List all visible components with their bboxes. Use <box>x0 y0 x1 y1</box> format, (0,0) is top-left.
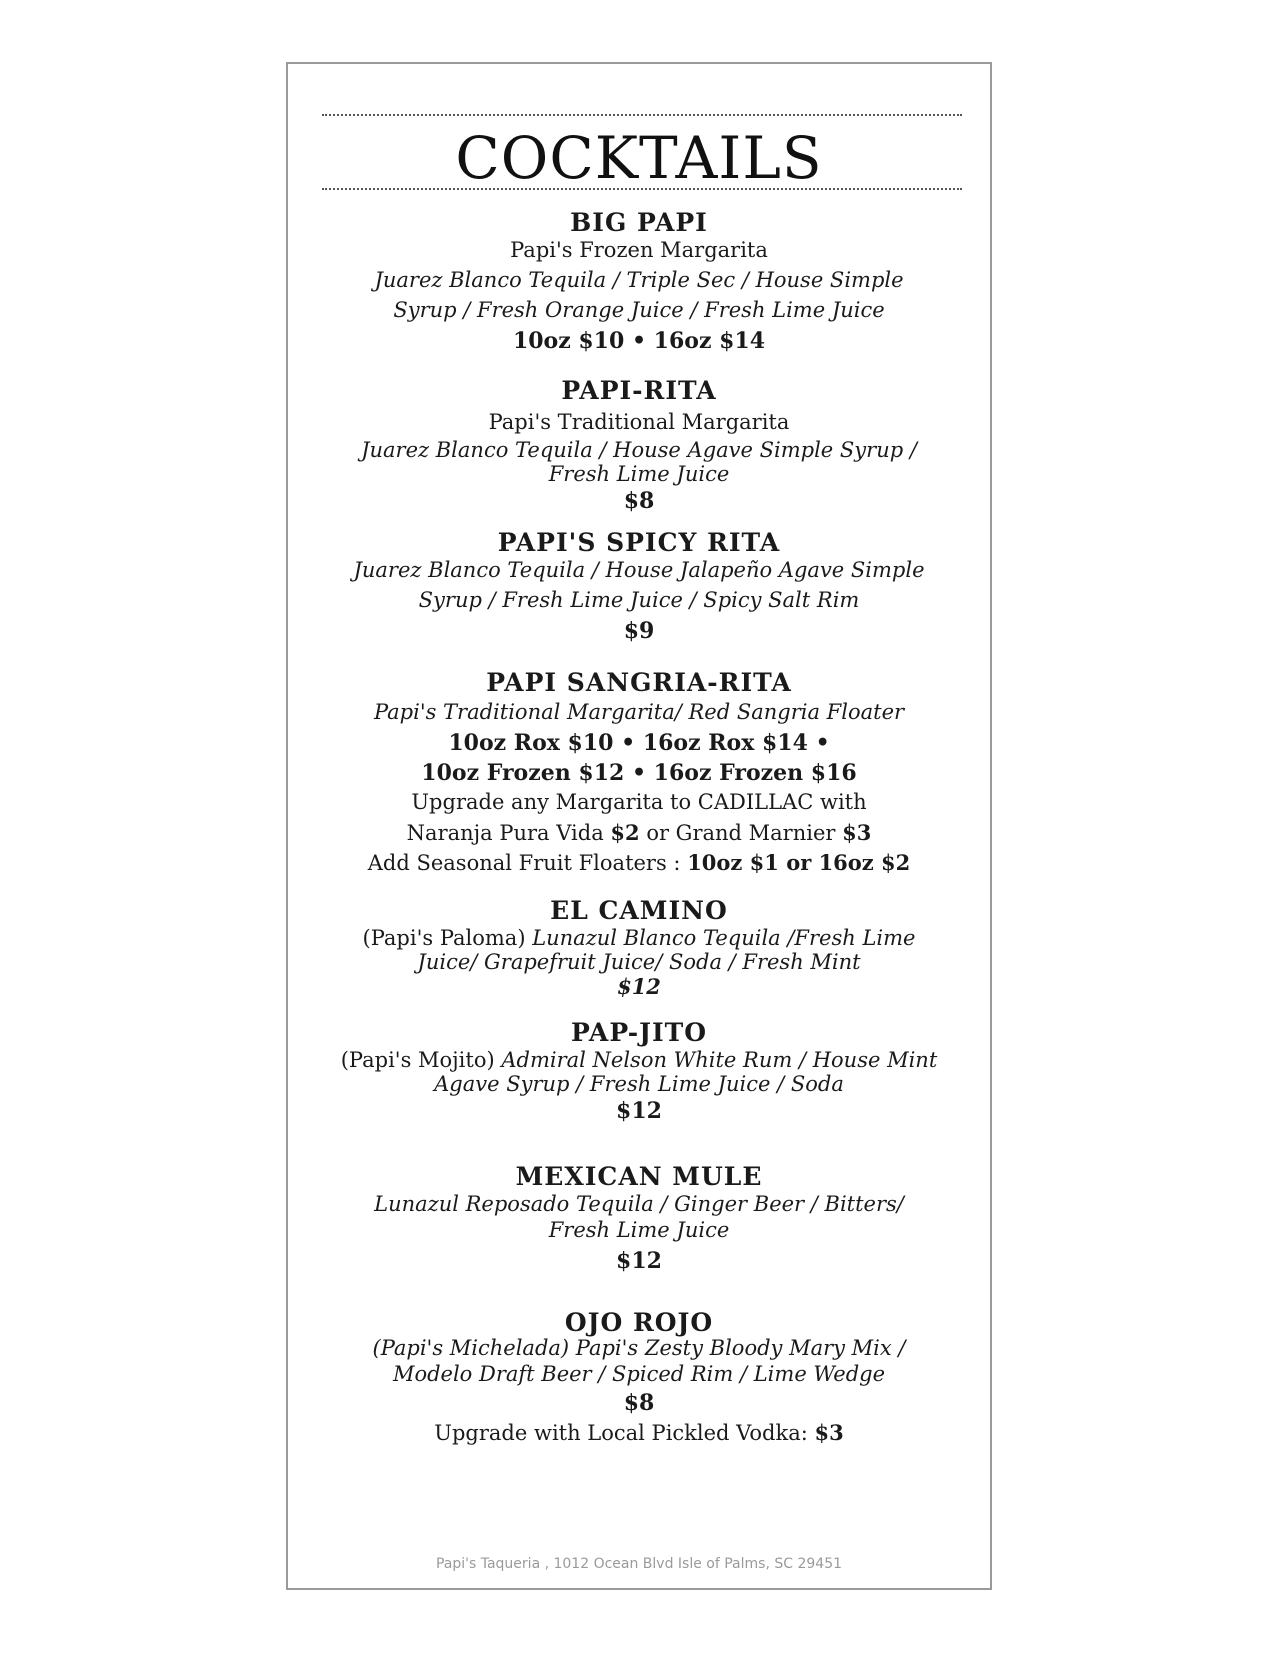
item-description: Juice/ Grapefruit Juice/ Soda / Fresh Mint <box>417 950 861 974</box>
bottom-divider <box>322 188 962 190</box>
item-price: 10oz Frozen $12 • 16oz Frozen $16 <box>421 760 857 786</box>
item-alias: (Papi's Mojito) <box>340 1048 502 1072</box>
item-description: Agave Syrup / Fresh Lime Juice / Soda <box>434 1072 844 1096</box>
note-price: $2 <box>610 820 640 845</box>
item-price: $12 <box>616 1098 662 1124</box>
floater-note <box>288 850 990 875</box>
item-description: Papi's Traditional Margarita/ Red Sangria Floater <box>373 700 905 724</box>
item-description: Fresh Lime Juice <box>548 1218 730 1242</box>
item-price: $8 <box>623 1390 655 1416</box>
item-description: Lunazul Reposado Tequila / Ginger Beer / Bitters/ <box>374 1192 904 1216</box>
item-price: $12 <box>616 1248 662 1274</box>
item-description <box>288 926 990 950</box>
note-text: Naranja Pura Vida <box>406 821 611 845</box>
item-description: Juarez Blanco Tequila / House Agave Simple Syrup / <box>361 438 917 462</box>
item-price: $9 <box>623 618 655 644</box>
note-price: 10oz $1 or 16oz $2 <box>687 850 911 875</box>
item-name: BIG PAPI <box>570 208 708 237</box>
item-ingredients: Lunazul Blanco Tequila /Fresh Lime <box>532 926 916 950</box>
note-price: $3 <box>842 820 872 845</box>
note-text: or Grand Marnier <box>639 821 843 845</box>
item-price: $12 <box>617 974 661 999</box>
upgrade-note <box>288 1420 990 1445</box>
item-description: Syrup / Fresh Orange Juice / Fresh Lime Juice <box>393 298 885 322</box>
item-price: 10oz Rox $10 • 16oz Rox $14 • <box>448 730 830 756</box>
upgrade-note: Upgrade any Margarita to CADILLAC with <box>411 790 867 814</box>
item-description <box>288 1048 990 1072</box>
item-description: (Papi's Michelada) Papi's Zesty Bloody Mary Mix / <box>372 1336 906 1360</box>
item-description: Syrup / Fresh Lime Juice / Spicy Salt Rim <box>418 588 860 612</box>
item-name: PAP-JITO <box>570 1018 708 1047</box>
item-subtitle: Papi's Frozen Margarita <box>510 238 768 262</box>
item-name: MEXICAN MULE <box>515 1162 763 1191</box>
upgrade-note <box>288 820 990 845</box>
item-name: OJO ROJO <box>564 1308 714 1337</box>
item-name: PAPI-RITA <box>561 376 717 405</box>
item-subtitle: Papi's Traditional Margarita <box>488 410 790 434</box>
note-price: $3 <box>814 1420 844 1445</box>
menu-title: COCKTAILS <box>455 124 823 192</box>
menu-card <box>286 62 992 1590</box>
footer-address: Papi's Taqueria , 1012 Ocean Blvd Isle of Palms, SC 29451 <box>435 1556 843 1572</box>
item-ingredients: Admiral Nelson White Rum / House Mint <box>501 1048 938 1072</box>
top-divider <box>322 114 962 116</box>
item-description: Juarez Blanco Tequila / House Jalapeño Agave Simple <box>353 558 925 582</box>
note-text: Add Seasonal Fruit Floaters : <box>367 851 688 875</box>
item-alias: (Papi's Paloma) <box>362 926 533 950</box>
item-description: Juarez Blanco Tequila / Triple Sec / House Simple <box>374 268 904 292</box>
item-description: Modelo Draft Beer / Spiced Rim / Lime Wedge <box>392 1362 886 1386</box>
item-name: EL CAMINO <box>550 896 728 925</box>
item-price: 10oz $10 • 16oz $14 <box>512 328 766 354</box>
item-price: $8 <box>623 488 655 514</box>
note-text: Upgrade with Local Pickled Vodka: <box>434 1421 815 1445</box>
item-name: PAPI SANGRIA-RITA <box>486 668 792 697</box>
item-name: PAPI'S SPICY RITA <box>497 528 781 557</box>
item-description: Fresh Lime Juice <box>548 462 730 486</box>
